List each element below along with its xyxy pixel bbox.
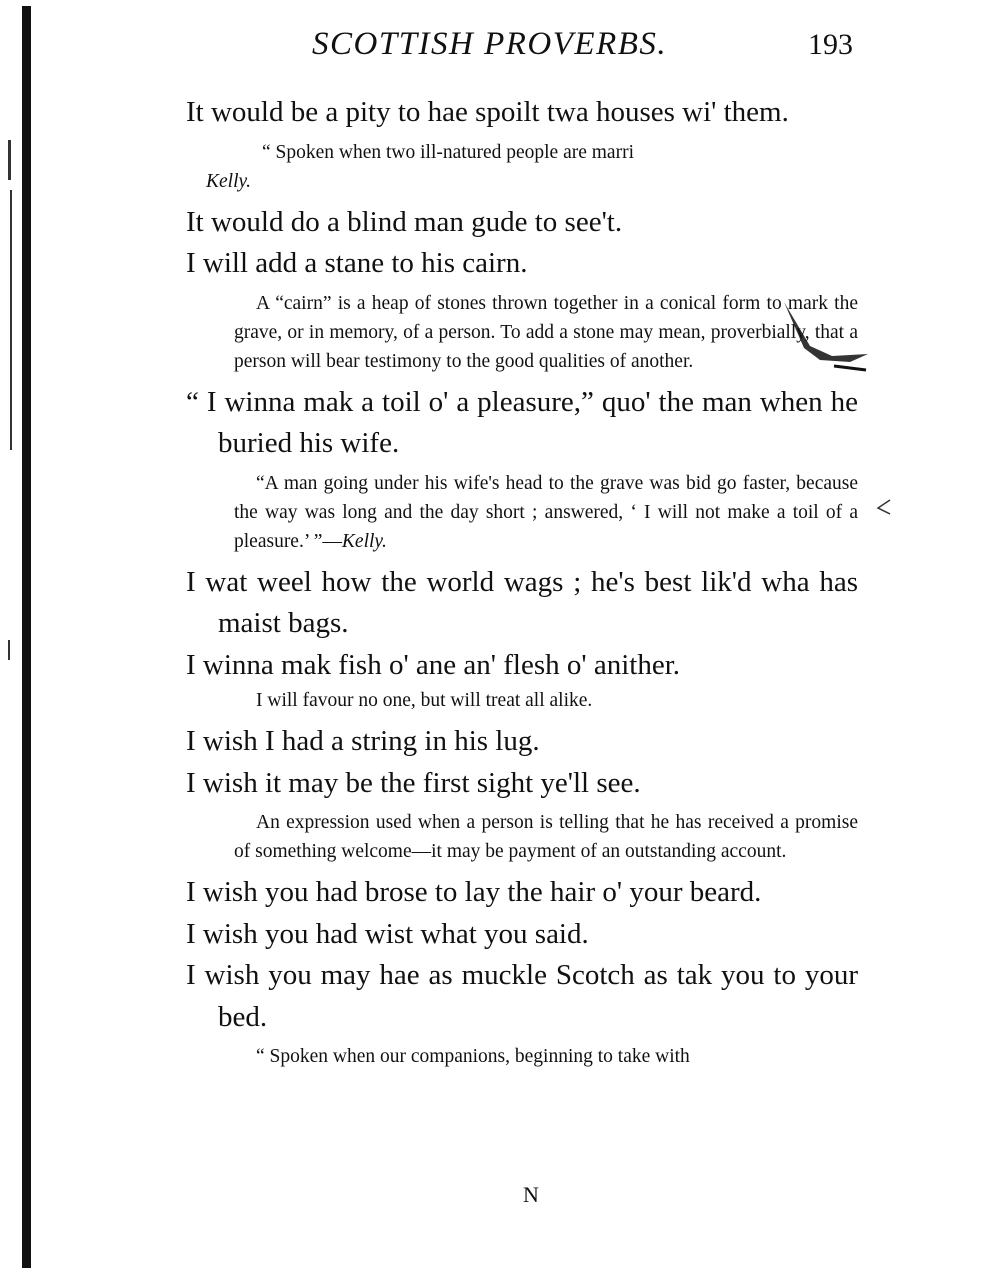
proverb-gloss: “ Spoken when our companions, beginning to take with [256, 1046, 690, 1067]
proverb-entry: I will add a stane to his cairn. [186, 247, 528, 279]
binding-speck [8, 140, 11, 180]
attribution: Kelly. [341, 530, 387, 552]
page-header [0, 26, 1000, 70]
proverb-entry: I wish it may be the first sight ye'll see. [186, 766, 641, 799]
proverb-entry: It would be a pity to hae spoilt twa houses wi' them. [186, 96, 789, 128]
gloss-text: “A man going under his wife's head to the grave was bid go faster, because the way was long and the day short ; answered, ‘ I will not make a toil of a pleasure.’ ”— [234, 472, 858, 552]
binding-edge [22, 6, 31, 1268]
binding-speck [10, 190, 12, 450]
proverb-entry: I wish I had a string in his lug. [186, 725, 540, 757]
ink-blot-mark [780, 300, 876, 380]
proverb-entry: “ I winna mak a toil o' a pleasure,” quo' the man when he buried his wife. [186, 385, 858, 459]
proverb-entry: I wish you had brose to lay the hair o' your beard. [186, 876, 762, 908]
proverb-gloss [186, 469, 858, 556]
running-head: SCOTTISH PROVERBS. [312, 26, 668, 62]
proverb-list [186, 92, 858, 1077]
attribution: Kelly. [206, 170, 251, 192]
gloss-text: “ Spoken when two ill-natured people are marri [262, 141, 634, 163]
binding-speck [8, 640, 10, 660]
pencil-tick-mark [872, 498, 894, 518]
proverb-entry: I wat weel how the world wags ; he's best lik'd wha has maist bags. [186, 565, 858, 639]
signature-mark: N [523, 1182, 539, 1207]
proverb-entry: I wish you may hae as muckle Scotch as tak you to your bed. [186, 959, 858, 1033]
proverb-gloss: An expression used when a person is telling that he has received a promise of something welcome—it may be payment of an outstanding account. [234, 812, 858, 862]
proverb-gloss [186, 138, 858, 196]
proverb-entry: I winna mak fish o' ane an' flesh o' anither. [186, 648, 681, 681]
proverb-gloss: I will favour no one, but will treat all alike. [256, 690, 593, 711]
proverb-entry: It would do a blind man gude to see't. [186, 205, 623, 238]
proverb-entry: I wish you had wist what you said. [186, 917, 589, 950]
proverb-gloss: A “cairn” is a heap of stones thrown together in a conical form to mark the grave, or in memory, of a person. To add a stone may mean, proverbially, that a person will bear testimony to the good qualities of another. [234, 292, 858, 372]
page-number: 193 [808, 28, 853, 61]
